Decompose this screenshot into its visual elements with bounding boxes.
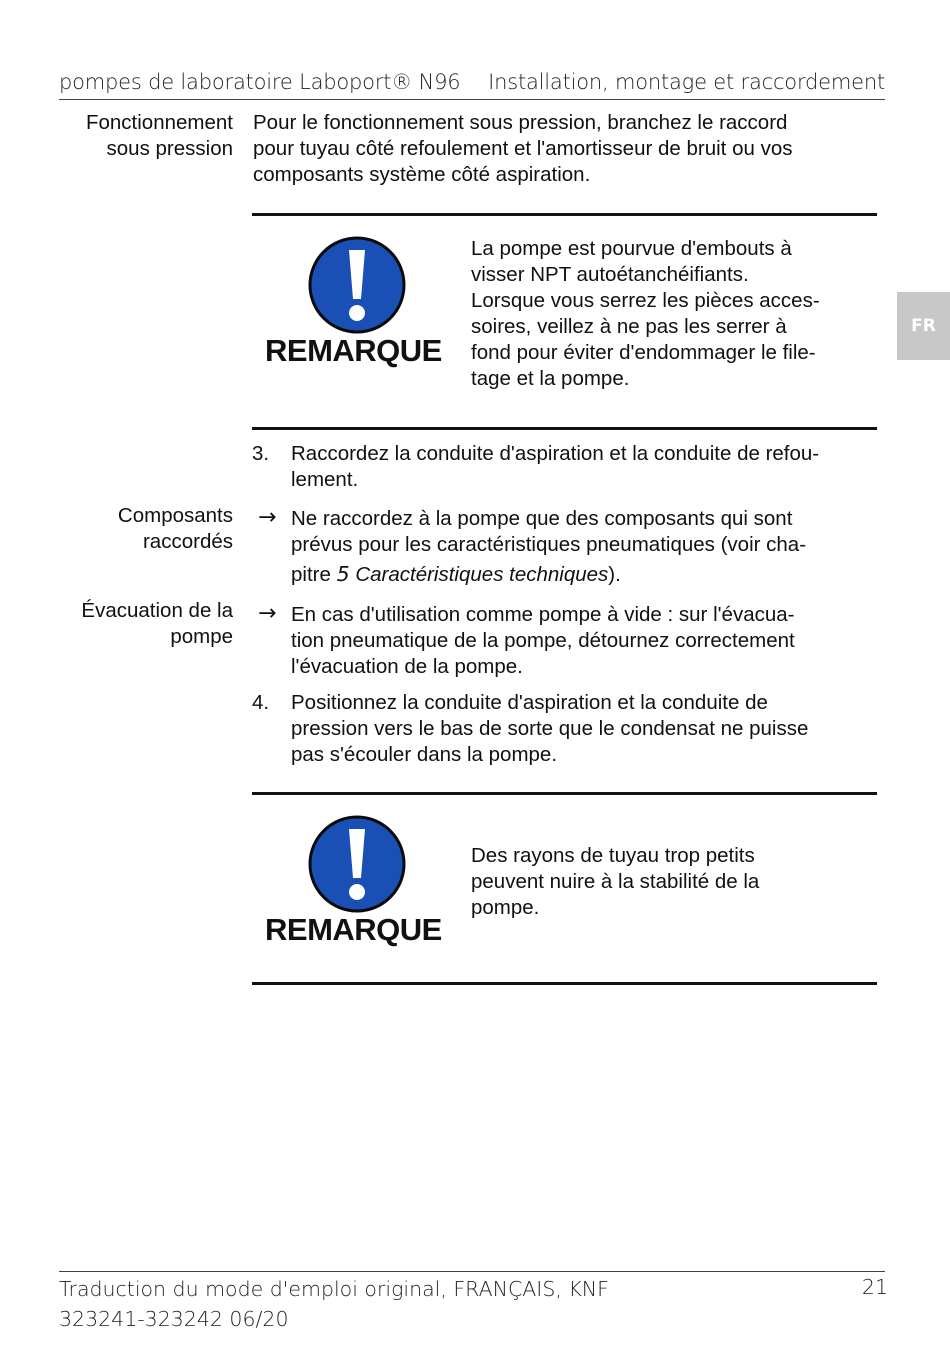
step-text	[291, 441, 881, 493]
notice-bottom-rule	[252, 982, 877, 985]
notice-line: pompe.	[471, 896, 540, 919]
notice-text	[471, 236, 881, 392]
notice-line: tage et la pompe.	[471, 367, 630, 390]
chapter-reference-number[interactable]: 5	[336, 562, 350, 586]
instruction-text: ).	[608, 563, 621, 586]
evacuation-instruction	[291, 602, 881, 680]
notice-line: Lorsque vous serrez les pièces acces-	[471, 289, 820, 312]
page-number: 21	[861, 1275, 888, 1299]
instruction-line	[291, 561, 881, 588]
step-line: lement.	[291, 468, 359, 491]
step-number: 4.	[252, 691, 270, 714]
instruction-line: l'évacuation de la pompe.	[291, 655, 523, 678]
footer-document-number: 323241-323242 06/20	[59, 1307, 289, 1331]
notice-label: REMARQUE	[265, 912, 442, 947]
instruction-text: pitre	[291, 563, 337, 586]
notice-top-rule	[252, 213, 877, 216]
instruction-line: En cas d'utilisation comme pompe à vide : sur l'évacua-	[291, 603, 795, 626]
header-section: Installation, montage et raccordement	[488, 70, 885, 94]
footer-divider	[59, 1271, 885, 1272]
pressure-paragraph	[253, 110, 883, 188]
margin-label-pressure	[33, 110, 233, 162]
header-title: pompes de laboratoire Laboport® N96	[59, 70, 461, 94]
mandatory-exclamation-icon	[308, 815, 406, 913]
arrow-right-icon: →	[258, 601, 277, 626]
paragraph-line: pour tuyau côté refoulement et l'amortisseur de bruit ou vos	[253, 137, 793, 160]
margin-label-line: Évacuation de la	[81, 599, 233, 622]
margin-label-line: raccordés	[142, 530, 233, 553]
notice-line: visser NPT autoétanchéifiants.	[471, 263, 749, 286]
step-line: pas s'écouler dans la pompe.	[291, 743, 558, 766]
step-number: 3.	[252, 442, 270, 465]
paragraph-line: composants système côté aspiration.	[253, 163, 591, 186]
margin-label-line: Fonctionnement	[85, 111, 233, 134]
arrow-right-icon: →	[258, 505, 277, 530]
instruction-line: tion pneumatique de la pompe, détournez correctement	[291, 629, 795, 652]
mandatory-exclamation-icon	[308, 236, 406, 334]
instruction-line: prévus pour les caractéristiques pneumatiques (voir cha-	[291, 533, 807, 556]
language-tab: FR	[897, 292, 950, 360]
paragraph-line: Pour le fonctionnement sous pression, branchez le raccord	[253, 111, 788, 134]
notice-line: La pompe est pourvue d'embouts à	[471, 237, 792, 260]
step-line: Raccordez la conduite d'aspiration et la conduite de refou-	[291, 442, 820, 465]
margin-label-line: pompe	[170, 625, 233, 648]
notice-line: peuvent nuire à la stabilité de la	[471, 870, 760, 893]
notice-label: REMARQUE	[265, 333, 442, 368]
header-divider	[59, 99, 885, 100]
notice-top-rule	[252, 792, 877, 795]
margin-label-line: sous pression	[106, 137, 233, 160]
notice-line: soires, veillez à ne pas les serrer à	[471, 315, 787, 338]
instruction-line: Ne raccordez à la pompe que des composants qui sont	[291, 507, 793, 530]
margin-label-line: Composants	[117, 504, 233, 527]
notice-line: Des rayons de tuyau trop petits	[471, 844, 755, 867]
notice-bottom-rule	[252, 427, 877, 430]
footer-document-title: Traduction du mode d'emploi original, FRANÇAIS, KNF	[59, 1277, 609, 1301]
margin-label-components	[33, 503, 233, 555]
step-line: Positionnez la conduite d'aspiration et la conduite de	[291, 691, 768, 714]
margin-label-evacuation	[33, 598, 233, 650]
chapter-reference-title[interactable]: Caractéristiques techniques	[355, 563, 609, 586]
step-text	[291, 690, 881, 768]
notice-text	[471, 843, 881, 921]
notice-line: fond pour éviter d'endommager le file-	[471, 341, 816, 364]
components-instruction	[291, 506, 881, 588]
step-line: pression vers le bas de sorte que le condensat ne puisse	[291, 717, 809, 740]
